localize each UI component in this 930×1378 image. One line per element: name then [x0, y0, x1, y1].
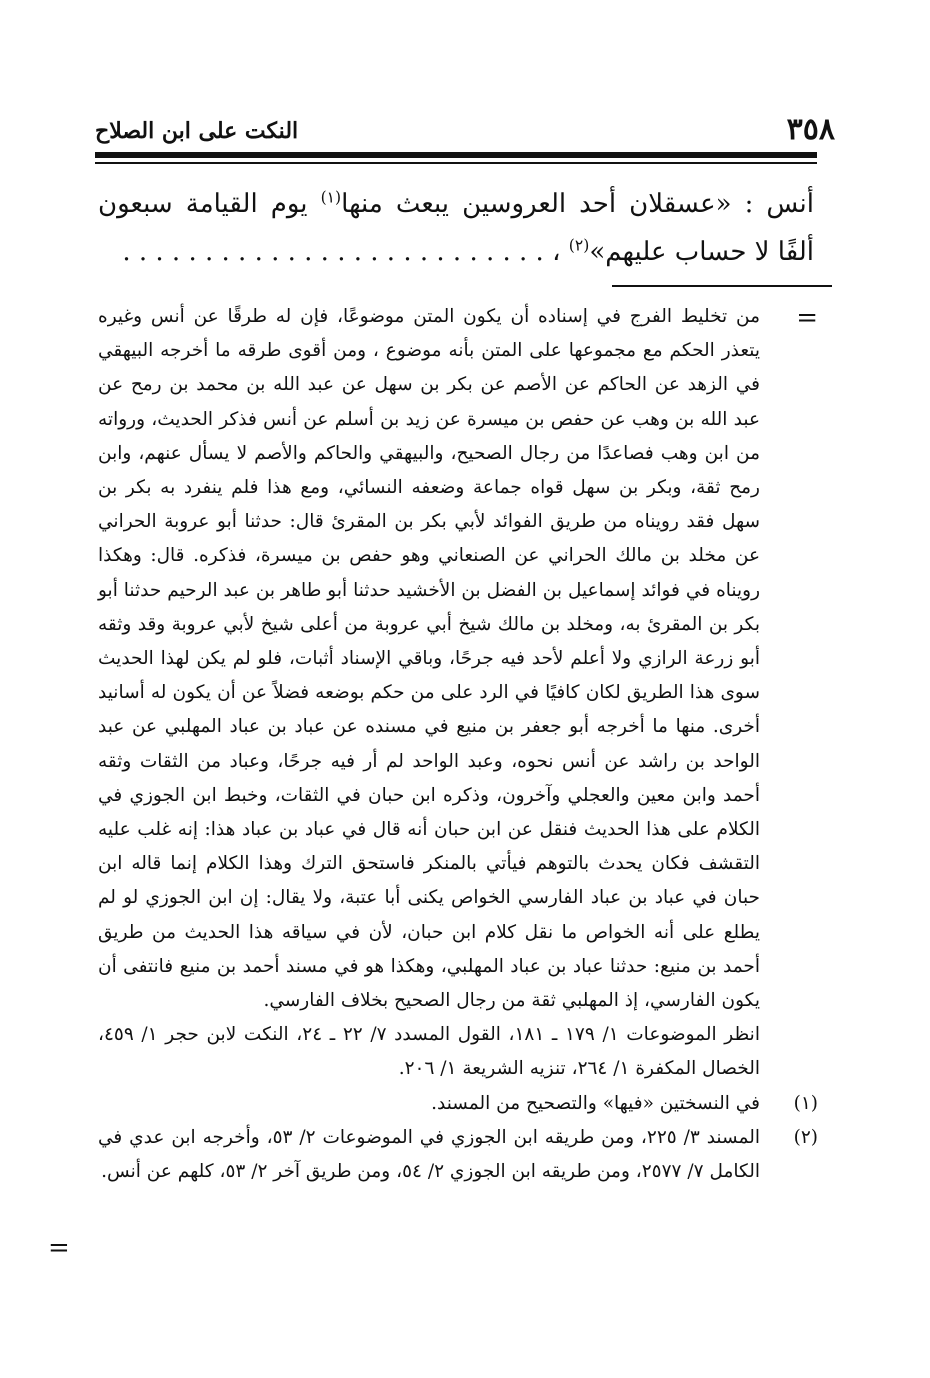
footnote-1	[98, 1087, 818, 1121]
footnote-2	[98, 1121, 818, 1189]
leader-dots: . . . . . . . . . . . . . . . . . . . . . . . . . .	[122, 237, 544, 267]
footnote-ref-1[interactable]: (١)	[320, 188, 342, 207]
main-text-comma: ،	[543, 237, 569, 267]
main-text-line: أنس : «عسقلان أحد العروسين يبعث منها	[341, 189, 814, 219]
footnote-2-text: المسند ٣/ ٢٢٥، ومن طريقه ابن الجوزي في الموضوعات ٢/ ٥٣، وأخرجه ابن عدي في الكامل ٧/ ٢٥٧٧، ومن طريقه ابن الجوزي ٢/ ٥٤، ومن طريق آخر ٢/ ٥٣، كلهم عن أنس.	[98, 1126, 760, 1183]
continuation-mark: =	[796, 303, 818, 333]
footnote-1-marker: (١)	[793, 1092, 818, 1114]
page-number: ٣٥٨	[786, 112, 835, 147]
book-title: النكت على ابن الصلاح	[95, 118, 299, 144]
main-text	[98, 180, 814, 276]
continued-footnote: من تخليط الفرج في إسناده أن يكون المتن موضوعًا، فإن له طرقًا عن أنس وغيره يتعذر الحكم مع مجموعها على المتن بأنه موضوع ، ومن أقوى طرقه ما أخرجه البيهقي في الزهد عن الحاكم عن الأصم عن بكر بن سهل عن عبد الله بن محمد بن رمح عن عبد الله بن وهب عن حفص بن ميسرة عن زيد بن أسلم عن أنس فذكر الحديث، ورواته من ابن وهب فصاعدًا من رجال الصحيح، والبيهقي والحاكم والأصم لا يسأل عنهم، وابن رمح ثقة، وبكر بن سهل قواه جماعة وضعفه النسائي، ومع هذا فلم ينفرد به بكر بن سهل فقد رويناه من طريق الفوائد لأبي بكر بن المقرئ قال: حدثنا أبو عروبة الحراني عن مخلد بن مالك الحراني عن الصنعاني وهو حفص بن ميسرة، فذكره. قال: وهكذا رويناه في فوائد إسماعيل بن الفضل بن الأخشيد حدثنا أبو طاهر بن عبد الرحيم حدثنا أبو بكر بن المقرئ به، ومخلد بن مالك شيخ أبي عروبة من أعلى شيخ لأبي عروبة وقد وثقه أبو زرعة الرازي ولا أعلم لأحد فيه جرحًا، وباقي الإسناد أثبات، فلو لم يكن لهذا الحديث سوى هذا الطريق لكان كافيًا في الرد على من حكم بوضعه فضلاً عن أن يكون له أسانيد أخرى. منها ما أخرجه أبو جعفر بن منيع في مسنده عن عباد بن عباد المهلبي عن عبد الواحد بن راشد عن أنس نحوه، وعبد الواحد لم أر فيه جرحًا، وعباد من الثقات وثقه أحمد وابن معين والعجلي وآخرون، وذكره ابن حبان في الثقات، وخبط ابن الجوزي في الكلام على هذا الحديث فنقل عن ابن حبان أنه قال في عباد بن عباد هذا: إنه غلب عليه التقشف فكان يحدث بالتوهم فيأتي بالمنكر فاستحق الترك وهذا الكلام إنما قاله ابن حبان في عباد بن عباد الفارسي الخواص يكنى أبا عتبة، ولا يقال: إن ابن الجوزي لو لم يطلع على أنه الخواص ما نقل كلام ابن حبان، لأن في سياقه هذا الحديث من طريق أحمد بن منيع: حدثنا عباد بن عباد المهلبي، وهكذا هو في مسند أحمد بن منيع فانتفى أن يكون الفارسي، إذ المهلبي ثقة من رجال الصحيح بخلاف الفارسي.	[98, 306, 760, 1012]
header-rule-thin	[95, 162, 817, 164]
footnote-ref-2[interactable]: (٢)	[568, 236, 590, 255]
references-note: انظر الموضوعات ١/ ١٧٩ ـ ١٨١، القول المسدد ٧/ ٢٢ ـ ٢٤، النكت لابن حجر ١/ ٤٥٩، الخصال المكفرة ١/ ٢٦٤، تنزيه الشريعة ١/ ٢٠٦.	[98, 1024, 760, 1080]
main-text-continuation: يوم القيامة سبعون ألفًا لا حساب عليهم»	[98, 189, 814, 267]
footnote-separator	[612, 285, 832, 287]
footnote-1-text: في النسختين «فيها» والتصحيح من المسند.	[431, 1092, 760, 1114]
header-rule-thick	[95, 152, 817, 158]
page-end-mark: =	[48, 1233, 70, 1263]
footnote-2-marker: (٢)	[793, 1126, 818, 1148]
footnotes-section	[98, 300, 818, 1189]
